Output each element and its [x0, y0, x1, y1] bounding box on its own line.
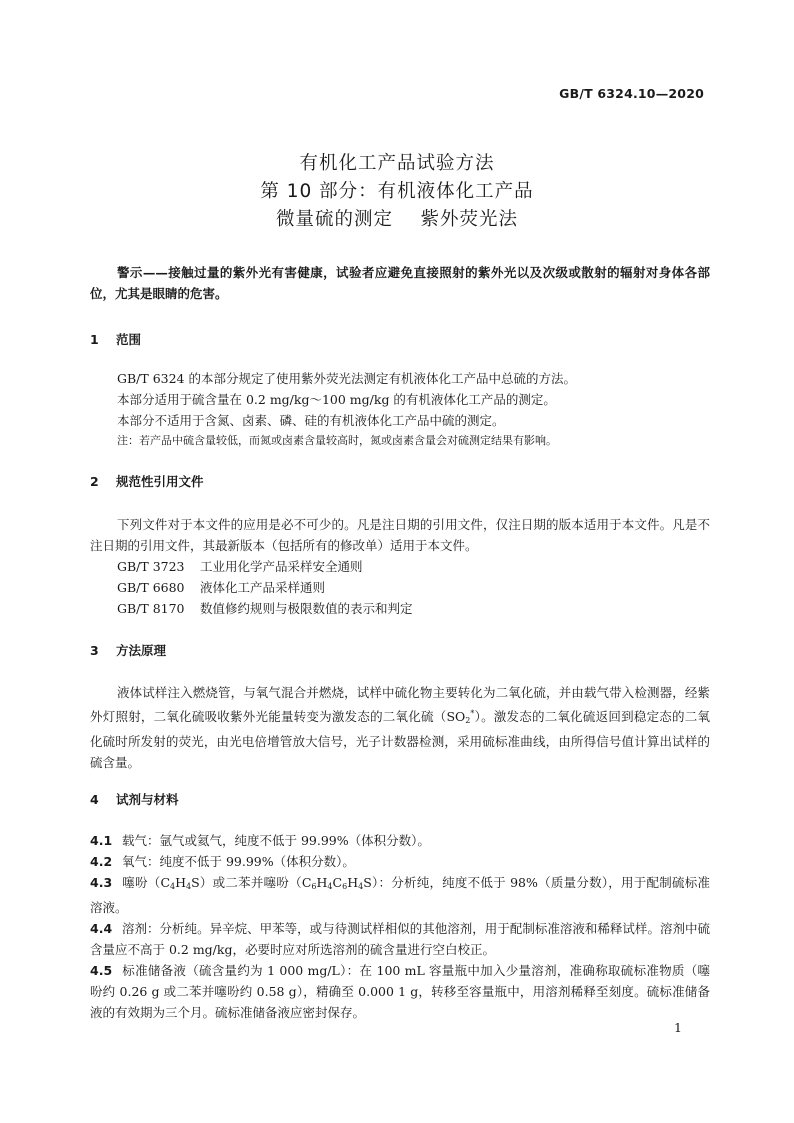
clause-number: 4.3 [90, 875, 113, 890]
standard-code: GB/T 6324.10—2020 [559, 86, 704, 101]
reference-item [90, 598, 710, 619]
title-line-2: 第 10 部分：有机液体化工产品 [260, 181, 534, 202]
section-4-heading [90, 790, 710, 810]
reference-code: GB/T 6680 [117, 580, 185, 595]
reference-code: GB/T 8170 [117, 601, 185, 616]
section-number: 1 [90, 332, 99, 347]
section-number: 4 [90, 792, 99, 807]
section-title: 规范性引用文件 [116, 474, 204, 489]
clause-4-4 [90, 918, 710, 960]
section-number: 2 [90, 474, 99, 489]
document-title [0, 150, 794, 234]
section-2-body [90, 514, 710, 619]
section-3-body [90, 682, 710, 773]
clause-number: 4.5 [90, 963, 113, 978]
title-line-3: 微量硫的测定 紫外荧光法 [275, 209, 519, 230]
section-4-body [90, 830, 710, 1023]
clause-4-5 [90, 960, 710, 1023]
reference-title: 数值修约规则与极限数值的表示和判定 [200, 601, 413, 616]
clause-text: 载气：氩气或氦气，纯度不低于 99.99%（体积分数）。 [122, 833, 430, 848]
section-number: 3 [90, 643, 99, 658]
title-line-1: 有机化工产品试验方法 [299, 153, 495, 174]
clause-4-3: 4.3 噻吩$(C_4H_4S)$或二苯并噻吩$(C_6H_4C_6H_4S)$：分析纯，纯度不低于 98%（质量分数），用于配制硫标准溶液。 [90, 872, 710, 918]
section-title: 范围 [116, 332, 142, 347]
paragraph: GB/T 6324 的本部分规定了使用紫外荧光法测定有机液体化工产品中总硫的方法。 [117, 371, 576, 386]
note: 注：若产品中硫含量较低，而氮或卤素含量较高时，氮或卤素含量会对硫测定结果有影响。 [117, 434, 557, 447]
section-1-body [90, 368, 710, 450]
reference-title: 工业用化学产品采样安全通则 [200, 559, 363, 574]
clause-text: 标准储备液（硫含量约为 1 000 mg/L）：在 100 mL 容量瓶中加入少量溶剂，准确称取硫标准物质（噻吩约 0.26 g 或二苯并噻吩约 0.58 g），精确至 0.000 1 g，转移至容量瓶中，用溶剂稀释至刻度。硫标准储备液的有效期为三个月。硫标准储备液应密封保存。 [90, 963, 710, 1020]
clause-text: 氧气：纯度不低于 99.99%（体积分数）。 [122, 854, 355, 869]
clause-text: 溶剂：分析纯。异辛烷、甲苯等，或与待测试样相似的其他溶剂，用于配制标准溶液和稀释试样。溶剂中硫含量应不高于 0.2 mg/kg，必要时应对所选溶剂的硫含量进行空白校正。 [90, 921, 710, 957]
section-title: 试剂与材料 [116, 792, 179, 807]
section-3-heading [90, 641, 710, 661]
warning-text: 警示——接触过量的紫外光有害健康，试验者应避免直接照射的紫外光以及次级或散射的辐射对身体各部位，尤其是眼睛的危害。 [90, 265, 710, 301]
paragraph: 液体试样注入燃烧管，与氧气混合并燃烧，试样中硫化物主要转化为二氧化硫，并由载气带入检测器，经紫外灯照射，二氧化硫吸收紫外光能量转变为激发态的二氧化硫$(SO_2^*)$。激发态的二氧化硫返回到稳定态的二氧化硫时所发射的荧光，由光电倍增管放大信号，光子计数器检测，采用硫标准曲线，由所得信号值计算出试样的硫含量。 [90, 685, 710, 770]
clause-4-1 [90, 830, 710, 851]
section-1-heading [90, 330, 710, 350]
warning-block [90, 262, 710, 304]
clause-4-2 [90, 851, 710, 872]
paragraph: 本部分适用于硫含量在 0.2 mg/kg～100 mg/kg 的有机液体化工产品的测定。 [117, 392, 556, 407]
reference-item [90, 577, 710, 598]
section-2-heading [90, 472, 710, 492]
reference-code: GB/T 3723 [117, 559, 185, 574]
section-title: 方法原理 [116, 643, 167, 658]
clause-number: 4.2 [90, 854, 113, 869]
page-number: 1 [674, 1020, 682, 1035]
paragraph: 下列文件对于本文件的应用是必不可少的。凡是注日期的引用文件，仅注日期的版本适用于本文件。凡是不注日期的引用文件，其最新版本（包括所有的修改单）适用于本文件。 [90, 517, 710, 553]
clause-number: 4.1 [90, 833, 113, 848]
paragraph: 本部分不适用于含氮、卤素、磷、硅的有机液体化工产品中硫的测定。 [117, 413, 505, 428]
clause-number: 4.4 [90, 921, 113, 936]
reference-item [90, 556, 710, 577]
reference-title: 液体化工产品采样通则 [200, 580, 326, 595]
